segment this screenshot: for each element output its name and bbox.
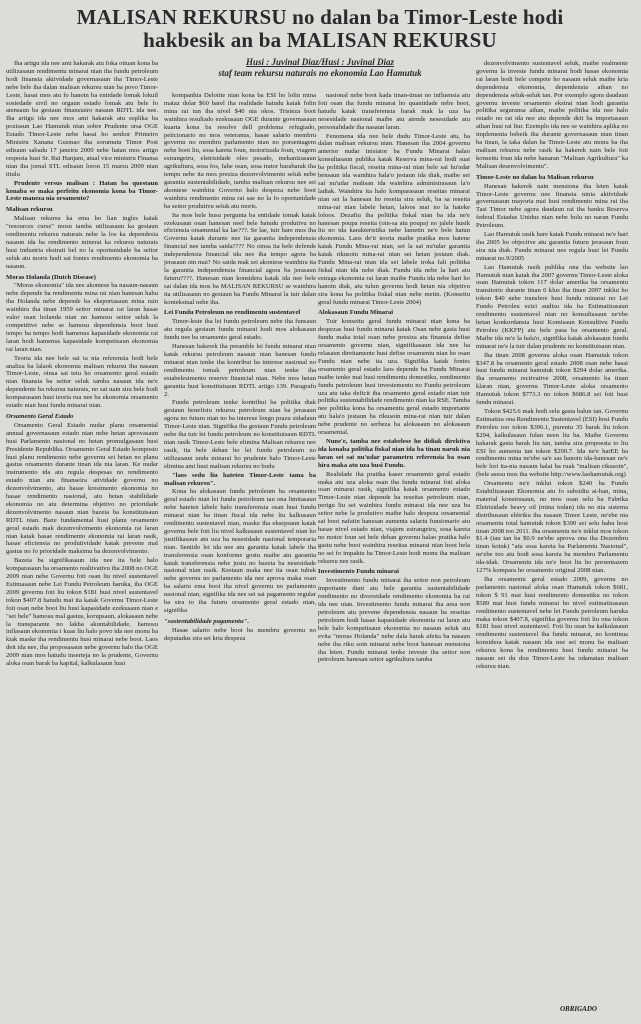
paragraph: Hasae salario nebe boot ba membru governu no deputadus sira sei kria despeza [164,626,316,642]
paragraph: Kona ba alokasaun fundu petroleum ba orsamento geral estado nian lei fundu petroleum tau ona limitasaun nebe hateten labele halo transferensia osan husi fundu minarai nian ba tinan fiscal ida nebe liu kalkusaun rendimentu sustentavel nian, maske iha eksepsaun katak governu bele foti liu nivel kalkusaun sustentavel nian ho justifikasaun atu uza ba nesesidade nasional temporaria nian. Sentido lei ida nee atu garantia katak labele iha transferensia osan konforme gostu maibe atu garantia katak transferensia nebe justu no bazeia ba nesesidade nasional nian rasik. Kestaun maka nee ita osan tubuk nebe governu no parlamento ida nee aprova maka osan ba salario ema boot iha nivel governu no parlamento nasional nian, signifika ida nee sei sai pagamento regular ba sira to iha futuru orsamento geral estado nian, signifika [164,488,316,614]
paragraph: Realidade iha pratika kaser orsamento geral estado maka atu uza aloka osan iha fundu minarai foti aloka osan minarai rasik, signifika katak orsamento estado Timor-Leste nian depende ba reseitas petroleum nian, perigu liu sei wainhira fundu minarai ida nee uza ba seitor nebe la produtivo maibe halo despeza orsamental sai boot nafatin hanesan aumenta salariu funsionario atu hasae nivel estado nian, viajem estrangeiru, sosa kareta no motor foun sei bele dehan governu halao pratika halo gastu nebe boot wainhira reseitas minarai nian boot hela no sei fo impaktu ba Timor-Leste hodi monu iha malisan rekursu nee rasik. [318,470,470,565]
byline-staff: staf team rekursu naturais no ekonomia Lao Hamutuk [218,68,422,78]
column-1 [6,60,158,1020]
subheading-timor-leste-dalan: Timor-Leste no dalan ba Malisan rekursu [476,173,594,181]
byline-authors: Husi : Juvinal Diaz/Husi : Juvinal Diaz [245,57,395,67]
column-3 [318,92,470,1020]
emphasis-quote: "sustentabilidade pagamentu". [164,617,249,625]
paragraph: nasional nebe boot kada tinan-tinan no influensia atu foti osan iha fundu minarai ho quantidade nebe boot, hatudu katak transferensia barak mak la uza ba nesesidade nasional maibe atu atende nesesidade atu personalidade iha nasaun laran. [318,92,470,131]
column-4 [476,60,628,1020]
paragraph: Lao Hamutuk rasik hare katak Fundu minarai ne'e hari iha 2005 ho objective atu garantia futuru jerasaun foun sira nia diak. Fundu minarai nee regula husi lei Fundu minarai no.9/2005 [476,231,628,262]
subheading-lei-fundu-petroleum: Lei Fundu Petroleum no rendimentu sustentavel [164,309,301,317]
paragraph: dezenvolvimento sustentavel seluk, maibe realmente governu la investe fundu minarai hodi hasae ekonomia rai laran hodi bele compete ho nasaun seluk maibe kria dependensia ekonomia, dependensia aihan no dependensia seluk-seluk tan. Por exemplo sgora daudaun governu investe orsamento ekstrai nian hodi garantia politika seguransa aihan, maibe politika ida nee halo estado no rai ida nee atu depende deit ba importasaun aihan husi rai liur. Ezemplo ida nee se wainhira aplika no implementa bebeik iha durante governasaun nian tinan ba tinan, la taka dalan ba Timor-Leste atu monu ba iha malisan rekursu nebe rasik ka hakerek nain bele foti konseitu foun ida nebe hanaran "Malisan Agrikultura" ka Malisan desenvolvimentu". [476,60,628,170]
paragraph: Iha orsamentu geral estado 2009, governu no parlamento nasional aloka osan Hamutuk tokon $681, tokon $ 91 mai husi rendimento domestiku no tokon $589 mai husi fundu minarai ho nivel estimatizasaun rendimento sustentavel nebe lei Fundu petroleum haruka maka tokon $407.8, signifika governu foti liu ona tokon $181 husi nivel sustentavel. Foti liu osan ba kalkulasaun rendimentu sustentavel iha fundu minarai, no kontinua konsidera katak nasaun ida nee sei monu ba malisan rekursu kona ba rendimentu husi fundu minarai ba nasaun sei du dou Timor-Leste ba odamatan malisan rekursu nian. [476,576,628,670]
headline [20,6,620,52]
paragraph: Hanesan hakerek nain mensiona iha leten katak Timor-Leste governu nee finansia ninia aktividade governasaun mayoria mai husi rendimento mina rai iha Tasi Timor nebe agora daudaun rai iha banku Reserva federal Estadus Unidus nian nebe bolu no naran Fundu Petroleum. [476,182,628,230]
paragraph: "Moras ekonomia" ida nee akontese ba nasaun-nasaun nebe depende ba rendimentu mina rai nian hanesan hahu iha Holanda nebe depende ba eksportasaun mina rain wainhira iha tinan 1959 seitor minarai rai laran hasae valor osan holanda nian no hamosu seitor seluk la competitive nebe se hamosu dependensia boot husi tempo ba tempo hodi hamenus kapasidade ekonomia rai laran hodi hamenus kapasidade kompetisaun ekonomia rai laran nian. [6,282,158,353]
paragraph: Timor-leste iha lei fundu petroleum nebe iha funsaun atu regula gestaun fundu minarai hodi mos alokasaun fundu nee ba orsamento geral estado. [164,318,316,342]
paragraph: Iha tinan 2008 governu aloka osan Hamutuk tokon $347.8 ba orsamento geral estado 2008 osan nebe hasai husi fundu minarai hamutuk tokon $294 dolar amerika. Iha orsamento rectivative 2008, orsamento ba tinan klaran nian, governu Timor-Leste aloka orsamento Hamutuk tokon $773.3 no tokon $686.8 sei foti husi fundu minarai. [476,351,628,407]
subheading-investimento: Investimento Fundu minarai [318,568,399,576]
subheading-malisan-rekursu: Malisan rekursu [6,206,53,214]
paragraph: Tokon $425.6 mak hodi selu gasta balun tan. Governu Estimatiza ona Rendimentu Sustentavel (ESI) hosi Fundu Petroleu too tokon $396.1, purentu 35 barak liu tokon $294, kalkulasaun fulan neen liu ba. Maibe Governu hakarak gasta barak liu tan, tamba sira propoesta to liu ESI ho aumenta tan tokon $290.7. Ida ne'e harEE ba rendimentu mina ne'ebe sa'e sas hanoin ida-hanesan ne'e bele lori ita-nia nasaun halai ba ruak "malisan rikusoin", (bele asesu mos iha website http://www.laohamutuk.org) [476,407,628,479]
paragraph: Fenomena ida nee bele dudu Timor-Leste atu, ba dalan malisan rekursu nian. Hanesan iha 2004 governu anterior nudar inisiator ba Fundu Minarai halao konsultasaun publika katak Reserva mina-rai hodi suai ba politika fiscal, reseita mina-rai nian bele sai hu'udar bensaun ida wainhira hala'o jestaun ida diak, maibe sei sai nu'udar malisan ida wainhira administrasaun la'o ladiak. Wainhira ita halo komparasaun reseitas minarai nian sei la hanesan ho reseita sira seluk, ba sa reseita mina-rai nian labele hetan, laloos mai no la hateke loloos. Dezafiu iha politika fiskal nian ba ida ne'e hanesan poupa reseita (oin-sa atu poupa) no jalele husik liu no ida karakteristika nebe lametin ne'e bele hatun ekonomia. Laos de'it teoria maibe pratika mos hatene katak Fundu Mina-rai nian, sei la sai nu'udar garantia katak rikusoin mina-rai nian sei hetan jestaun diak. Fundu Mina-rai nian ida sei labele troka fali politika fiskal nian ida nebe diak. Fundu ida nebe la hari atu estraga ekonomia rai laran maibe Fundu ida nebe hari ho hanoin diak, atu tulun governu hodi hetan nia objetivu sira kona ba politika fiskal nian nebe metin. (Konseitu geral fundu minarai Timor-Leste 2004) [318,132,470,306]
paragraph: Fundu petroleum tenke kontribui ba politika diak gestaun benefisiu rekursu petroleum nian ba jerasaun agora no futuru nian no ba interese longo prazu sidadaun Timor-Leste nian. Signifika iha gestaun Fundu petroleum nebe iha tuir lei fundu petroleum no konstituisaun RDTL nian rasik Timor-Leste bele elimina Malisan rekursu nee rasik, ita bele dehan ho lei fundu petroleum no utilizasaun undu minarai ho prudente halo Timor-Leste elimina ami husi malisan rekursu no bodu [164,399,316,470]
emphasis-quote: "laos sedu liu hateten Timor-Leste tama ba malisan rekursu". [164,471,316,487]
paragraph: Orsamentu ne'e inklui tokon $240 ba Fundu Estabilizasaun Ekonomia atu fo subsidiu ai-han, mina, material konstrusaun, no mos osan selu ba Fabrika Eletrisidade heavy oil (mina todan) ida no nia sistema distribusaun elétriku iha nasaun Timor Leste, ne'ebe nia orsamentu total hamutuk tokon $390 sei selu hahu hosi tinan 2008 too 2011. Iha orsamentu ne'e inklui mos tokon $1.4 (tau tan ba $0.9 ne'ebe aprova ona iha Dezembru tinan kotuk) "atu sosa kareta ba Parlamentu Nasional", ne'ebe too atu hodi sosa kareta ba membru Parlamentu ida-idak. Orsamentu ida ne'e boot liu ho porsentazem 127% kompara ho orsamento original 2008 nian. [476,480,628,575]
byline [150,57,490,79]
paragraph: kompanhia Deloitte nian kona ba ESI ho lolin mina mataz dolar $60 barel iha realidade hatudu katak folin mina rai tun iha nivel $40 nia okos. Tristeza boot wainhira resultado ezekusaun OGE durante governasaun kuarta kona ba resolve dell problema refugiado, peticionario no mos veteranus, hasae salario membru governu no membru parlamento nian no porsentagem nebe boot liu, sosa kareta foun, motorizada foun, viagem estrangeiru, eletrisidade oleo pesado, mekanizasaun agrikultura, sosa fos, fahe osan, sosa trator barabarak iha tempu nebe ita mos presiza dezenvolvimento seluk nebe garantia sustentabilidade, tamba malisan rekursu nee sei akontese wainhira Governo halo despeza nebe boot wainhira rendimento mina rai sae no la fo oportunidade ba seitor produtivu seluk atu moris. [164,92,316,210]
subheading-alokasaun: Alokasaun Fundu Minarai [318,309,394,317]
paragraph: Bazeia ba signifikasaun ida nee ita bele halo komparasaun ba orsamento realtivativu iha 2008 no OGE 2009 nian nebe Governu foti osan liu nivel sustentavel Estimasaun nebe Lei Fundu Petroleum haruka, iha OGE 2009 governu foti liu tokon $181 husi nivel sustentavel tokon $407.8 hatudu mai ita katak Governu Timor-Leste foti osan nebe boot liu husi kapasidade ezekusaun nian e "sei bele" hamosu mal gastus, korupsaun, alokasaun nebe la transparante no lakha akuntabilidade, hamosu inflasaun ekonomia i kuas liu halo povo ida nee monu ba kiak maske iha rendimentu husi minarai nebe boot. Laos deit ida nee, iha proposasaun nebe governu halo iha OGE 2009 nian mos hatudu inserteja no la prudente, Governu aloka osan barak ba kapital, kalkulasaun husi [6,557,158,668]
paragraph: Lao Hamutuk rasik publika ona iha website lao Hamutuk nian katak iha 2007 governu Timor-Leste aloka osan Hamutuk tokon 117 dolar amerika ba orsamentu transitorio durante tinan 6 klus iha tinan 2007 inklui ho tokon $40 nebe transfere husi fundu minarai no Lei Fundo Petroleu ezizi audisu ida ba Estimatizasaun rendimentu sustentavel nian no konsultasaun ne'ebe hetan konkordansia husi Komisaun Konsultivu Fundu Petroleu (KKFP) atu bele pasa ba orsamento geral. Maibe ida ne'e la hala'o, signifika katak alokasaun fundu minarai ne'e la tuir dalan prudente no konstituisaun nian. [476,263,628,350]
column-2 [164,92,316,1020]
paragraph: Ita mos bele husu pergunta ba entidade tomak katak ezekusaun osan hanesan neel bele hatudu produtivu no eficiensia orsamental ka lae???. Se lae, tuir hare mos iha Governu katak durante nee ita garantia independensia financial nee tamba saida???? No oinsa ita bele defende independensia financial ida nee iha tempo agora ba jerasaun oin mai? No saida mak sei akontese wainhira ita la garantia independensia financial agora ba jerasaun futuru????. Hanesan nian konsidera katak ida nee bele sai dalan ida mos ba MALISAN REKURSU se wainhira ita utilizasaun no gestaun ba Fundu Minarai la tuir dalan kontekstual nebe iha. [164,211,316,306]
paragraph: Hanesan hakerek iha preamble lei fundu minarai nian katak rekursu petroleum nasaun nian hanesan fundu minarai nian tenke iha kontribui ba interese nasional no rendimentu tomak petroleum nian tenke iha estabelesimento reserve financial nian. Nebe mos hetan garantia husi konstituisaun RDTL artigo 139. Paragrafu 2. [164,343,316,398]
paragraph: Investimento fundu minarai iha seitor non petroleum importante duni atu bele garantia sustentabilidade rendimento no diversidade rendimento ekonomia ba rai ida nee nian. Investimento fundu minarai iha area non petroleum atu prevene dependensia nasaun ba reseitas petroleum hodi hasae kapasidade ekonomia rai laran atu bele halo kompetisaun ekonomia no nasaun seluk atu evita "moras Holanda" nebe dala barak afeita ba nasaun nebe iha riku soin minarai nebe boot hanesan mensiona iha leten. Fundu minarai tenke investe iha seitor non petroleum hanesan seitor agrikultura tamba [318,577,470,664]
headline-line-2: hakbesik an ba MALISAN REKURSU [143,28,497,52]
closing-signature: OBRIGADO [560,1005,597,1013]
paragraph: Teoria ida nee bele sai ta nia referensia hodi bele analiza ba lalaok ekonomia malisan rekursu iha nasaun Timor-Leste, oinsa sai tetu ho orsamento geral estado nian finansia ba seitor seluk tamba nasaun ida ne'e dependente ba rekursu naturais, no sai nain sira bele hodi komparasaun husi teoria rua nee ba ekonomia orsamento estado nian husi fundu minarai nian. [6,354,158,410]
subheading-orsamento: Orsamento Geral Estado [6,412,74,420]
headline-line-1: MALISAN REKURSU no dalan ba Timor-Leste hodi [76,5,564,29]
paragraph: Orsamento Geral Estado nudar planu orsamental annual governasaun estado nian nebe hetan aprovasaun husi Parlamento nasional no hetan promulgasaun husi Presidente Republika. Orsamento Geral Estado komposto husi planu rendimento nebe governu sei hetan no planu gastus orsamento durante tinan ida nia laran. Ke nudar instrumento ida atu regula despesas no rendimento estado nian atu finanseira atividade governu no dezenvolvimento, atu hasae kresimento ekonomia no hasae rendimento nasional, atu hetan stabilidade ekonomia no atu determina objetivo no prioridade dezenvolvimento nasaun nian bazeia ba konstituisaun RDTL nian. Baze fundamental husi planu orsamento geral estado mak dezenvolvimento ekonomia rai laran nian katak hasae rendimento ekonomia rai laran rasik, hasae eficiensia no produtividade katak prevene mal gastus no fo prioridade maksimu ba dezenvolvimento. [6,421,158,556]
paragraph: Tuir konseitu geral fundu minarai nian kona ba despezas husi fundu minarai katak Osan nebe gasta husi fundu maka total osan nebe presiza atu finansia defise orsamento governu nian, signifikasaun ida nee ha relasaun direitamente husi defise orsamentu nian ho osan Fundu nian nebe ita uza. Signifika katak fontes orsamento geral estado laos depende ba Fundu Minarai maibe tenke mai husi rendimentu domestiku, rendimento fundu petroleum husi investementu no Fundu petroleum uza atu taka deficit iha orsamento geral estado nian tuir politika sustentabilidade rendimento nian ka RSE. Tamba nee politika kona ba orsamentu geral estado importante atu hala'o jestaun ba rikusoin mina-rai nian tuir dalan nebe prudente no serbeza ba alokasaun no alokasaun orsamental. [318,318,470,437]
emphasis-paragraph: Nune'e, tamba nee estabelese ho didiak direktiva ida konaba politika fiskal nian ida ba tinan naruk nia laran sei sai nu'udar parametru referensia ba osan hira maka atu uza husi Fundu. [318,437,470,469]
lead-question: Prudente versus malisan : Hatan ba questaun konaba se maka perfeitu ekonomia kona ba Timor-Leste maneza nia orsamento? [6,179,158,203]
paragraph: Iha artigu ida nee ami hakarak atu foka oituan kona ba utilizasaun rendimentu minarai nian iha fundu petroleum hodi finansia aktividade governasaun iha Timor-Leste nebe bele iha dalan malisan rekursu nian ba povo Timor-Leste, hasai mos atu fo hanoin ba entidade lomak lokuil sosiedade sivil no orgaun estado lomak atu bele fo atensaun ba gestaun finansiairo nasaun RDTL ida nee. Iha artigu ida nee mos ami hakarak atu esplika ba pozisaun Lao Hamutuk nian sobre Prudente orsa OGE Estado Timor-Leste nebe hasai ho senhor Primeiro Ministru Xanana Gusmao iha sorumutu Timor Post edisaun sabadu 17 janeiru 2009 nebe hatan mos artigo resposta husi Sr. Rui Hanjam, atual vice ministru Finansa nian iha jornal STL edisaun loron 15 marsu 2009 nian titulu [6,60,158,178]
subheading-moras-holanda: Moras Holanda (Dutch Disease) [6,273,96,281]
paragraph: Malisan rekursu ka ema ho lian ingles katak "resources curse" mosu tamba utilizasaun ka gestaun rendimentu rekursu naturais nebe la los ka dependesia nasaun ida ba rendimento minerai ka rekursu naturais husi industria ekstrati bel no la oportunidade ba seitor seluk atu moris hodi sai fontes rendimento ekonomia ba nasaun. [6,215,158,270]
